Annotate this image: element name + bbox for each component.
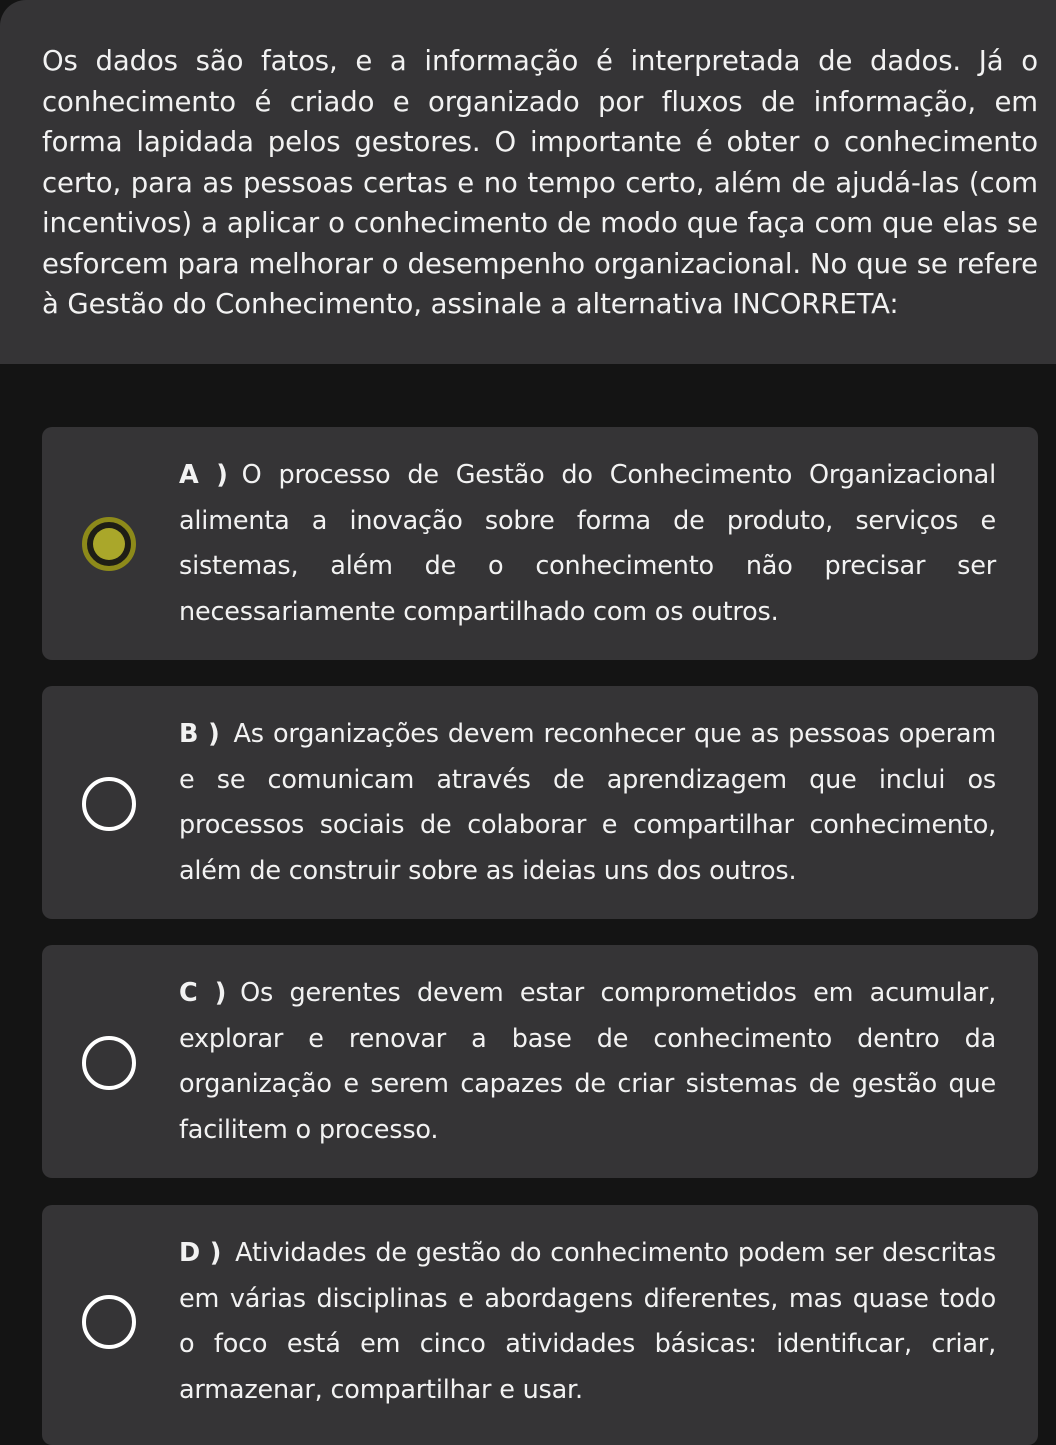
- radio-unselected-icon[interactable]: [82, 777, 136, 831]
- radio-unselected-icon[interactable]: [82, 1295, 136, 1349]
- option-b[interactable]: [42, 686, 1038, 919]
- option-b-text: [179, 712, 996, 894]
- option-a-text: [179, 453, 996, 635]
- option-c-text: [179, 971, 996, 1153]
- option-d-text: [179, 1231, 996, 1413]
- option-c-label: Os gerentes devem estar comprometidos em acumular, explorar e renovar a base de conhecimento dentro da organização e serem capazes de criar sistemas de gestão que facilitem o processo.: [179, 978, 996, 1145]
- radio-dot-icon: [93, 528, 125, 560]
- option-d-label: Atividades de gestão do conhecimento podem ser descritas em várias disciplinas e abordagens diferentes, mas quase todo o foco está em cinco atividades básicas: identifιcar, criar, armazenar, compartilhar e usar.: [179, 1238, 996, 1405]
- option-a[interactable]: [42, 427, 1038, 660]
- option-a-label: O processo de Gestão do Conhecimento Organizacional alimenta a inovação sobre forma de produto, serviços e sistemas, além de o conhecimento não precisar ser necessariamente compartilhado com os outros.: [179, 460, 996, 627]
- option-d[interactable]: [42, 1205, 1038, 1445]
- radio-unselected-icon[interactable]: [82, 1036, 136, 1090]
- option-b-label: As organizações devem reconhecer que as pessoas operam e se comunicam através de aprendizagem que inclui os processos sociais de colaborar e compartilhar conhecimento, além de construir sobre as ideias uns dos outros.: [179, 719, 996, 886]
- option-d-letter: D ): [179, 1238, 222, 1268]
- question-text: Os dados são fatos, e a informação é interpretada de dados. Já o conhecimento é criado e organizado por fluxos de informação, em forma lapidada pelos gestores. O importante é obter o conhecimento certo, para as pessoas certas e no tempo certo, além de ajudá-las (com incentivos) a aplicar o conhecimento de modo que faça com que elas se esforcem para melhorar o desempenho organizacional. No que se refere à Gestão do Conhecimento, assinale a alternativa INCORRETA:: [42, 45, 1038, 320]
- question-panel: [0, 0, 1056, 364]
- option-c-letter: C ): [179, 978, 227, 1008]
- option-b-letter: B ): [179, 719, 220, 749]
- option-c[interactable]: [42, 945, 1038, 1178]
- radio-selected-icon[interactable]: [82, 517, 136, 571]
- option-a-letter: A ): [179, 460, 228, 490]
